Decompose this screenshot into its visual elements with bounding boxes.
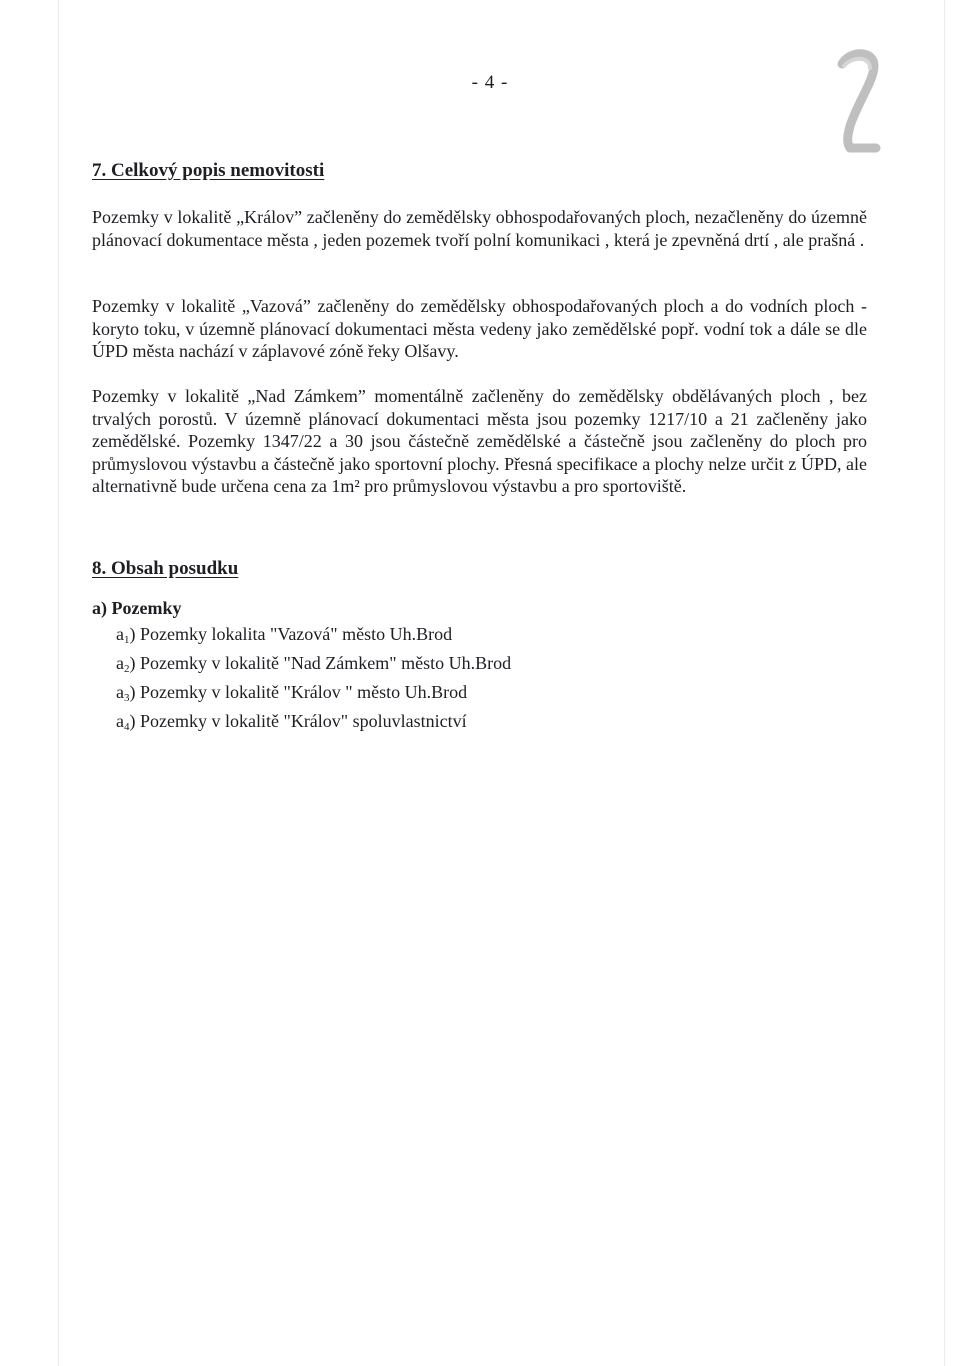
subsection-pozemky: a) Pozemky <box>92 598 182 618</box>
paragraph-kralov: Pozemky v lokalitě „Králov” začleněny do zemědělsky obhospodařovaných ploch, nezačleněny do územně plánovací dokumentace města , jeden pozemek tvoří polní komunikaci , která je zpevněná drtí , ale prašná . <box>92 207 867 250</box>
list-item: $a_3$) Pozemky v lokalitě "Králov " město Uh.Brod <box>116 682 468 704</box>
right-scan-edge <box>944 0 945 1366</box>
section-7-heading: 7. Celkový popis nemovitosti <box>92 160 325 181</box>
list-item: $a_1$) Pozemky lokalita "Vazová" město Uh.Brod <box>116 624 453 646</box>
left-scan-edge <box>58 0 59 1366</box>
list-item: $a_2$) Pozemky v lokalitě "Nad Zámkem" město Uh.Brod <box>116 653 512 675</box>
handwritten-number-mark <box>828 46 888 156</box>
section-8-heading: 8. Obsah posudku <box>92 558 239 579</box>
list-item: $a_4$) Pozemky v lokalitě "Králov" spoluvlastnictví <box>116 711 467 733</box>
paragraph-nad-zamkem: Pozemky v lokalitě „Nad Zámkem” momentálně začleněny do zemědělsky obdělávaných ploch , bez trvalých porostů. V územně plánovací dokumentaci města jsou pozemky 1217/10 a 21 začleněny jako zemědělské. Pozemky 1347/22 a 30 jsou částečně zemědělské a částečně jsou začleněny do ploch pro průmyslovou výstavbu a částečně jako sportovní plochy. Přesná specifikace a plochy nelze určit z ÚPD, ale alternativně bude určena cena za 1m² pro průmyslovou výstavbu a pro sportoviště. <box>92 386 867 496</box>
content-list <box>116 623 511 739</box>
paragraph-vazova: Pozemky v lokalitě „Vazová” začleněny do zemědělsky obhospodařovaných ploch a do vodních ploch - koryto toku, v územně plánovací dokumentaci města vedeny jako zemědělské popř. vodní tok a dále se dle ÚPD města nachází v záplavové zóně řeky Olšavy. <box>92 296 867 361</box>
page-number: - 4 - <box>471 72 509 93</box>
